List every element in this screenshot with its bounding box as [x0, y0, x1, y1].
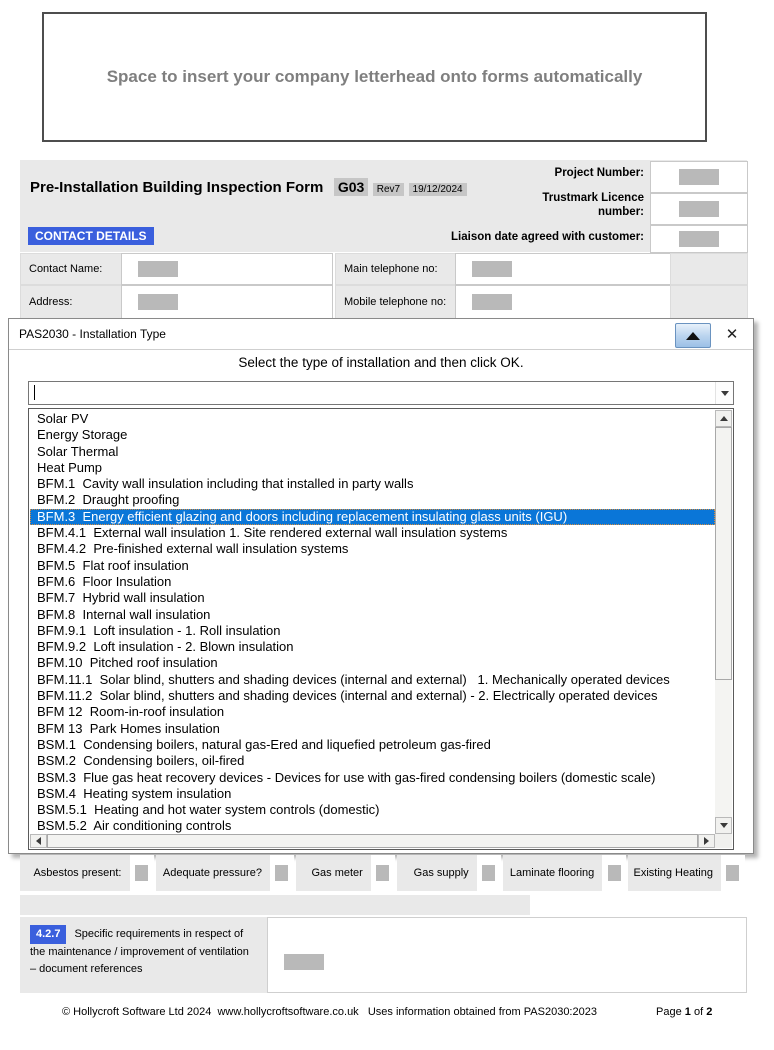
list-item[interactable]: BFM.11.1 Solar blind, shutters and shading devices (internal and external) 1. Mechanically operated devices	[37, 671, 670, 687]
down-arrow-icon	[720, 823, 728, 828]
footer-text: © Hollycroft Software Ltd 2024 www.hollycroftsoftware.co.uk Uses information obtained from PAS2030:2023	[62, 1006, 597, 1018]
checkbox[interactable]	[130, 855, 154, 891]
form-date-badge: 19/12/2024	[409, 183, 467, 196]
contact-details-header: CONTACT DETAILS	[28, 227, 154, 245]
list-item[interactable]: BFM.3 Energy efficient glazing and doors including replacement insulating glass units (IGU)	[30, 509, 715, 525]
contact-name-field[interactable]	[121, 253, 333, 285]
list-item[interactable]: BFM.8 Internal wall insulation	[37, 606, 211, 622]
checkbox-placeholder	[726, 865, 739, 881]
pas2030-dialog	[8, 318, 754, 854]
address-field[interactable]	[121, 285, 333, 319]
trustmark-label: Trustmark Licence number:	[542, 192, 644, 219]
check-label: Gas meter	[311, 867, 363, 879]
list-item[interactable]: BFM.4.1 External wall insulation 1. Site rendered external wall insulation systems	[37, 525, 508, 541]
list-item[interactable]: BSM.5.1 Heating and hot water system controls (domestic)	[37, 802, 380, 818]
checkbox-placeholder	[135, 865, 148, 881]
form-title: Pre-Installation Building Inspection Form	[30, 179, 324, 196]
check-group	[628, 855, 745, 891]
main-phone-label: Main telephone no:	[335, 253, 464, 285]
check-label: Asbestos present:	[33, 867, 122, 879]
close-button[interactable]	[719, 323, 745, 346]
checkbox-placeholder	[482, 865, 495, 881]
project-number-label: Project Number:	[554, 167, 644, 179]
list-item[interactable]: Energy Storage	[37, 427, 128, 443]
checkbox[interactable]	[371, 855, 395, 891]
liaison-label: Liaison date agreed with customer:	[451, 231, 644, 243]
horizontal-scroll-thumb[interactable]	[47, 834, 698, 848]
checkbox[interactable]	[270, 855, 294, 891]
field-placeholder	[138, 261, 178, 277]
list-item[interactable]: BFM.4.2 Pre-finished external wall insulation systems	[37, 541, 349, 557]
liaison-date-field[interactable]	[650, 225, 748, 253]
check-group	[503, 855, 627, 891]
scroll-up-button[interactable]	[715, 410, 732, 427]
field-placeholder	[679, 169, 719, 185]
list-item[interactable]: BFM.11.2 Solar blind, shutters and shading devices (internal and external) - 2. Electrically operated devices	[37, 688, 658, 704]
collapse-button[interactable]	[675, 323, 711, 348]
field-placeholder	[679, 231, 719, 247]
field-placeholder	[679, 201, 719, 217]
installation-list	[30, 410, 715, 834]
mobile-phone-field[interactable]	[455, 285, 671, 319]
up-arrow-icon	[720, 416, 728, 421]
check-label: Laminate flooring	[509, 867, 595, 879]
address-label: Address:	[20, 285, 130, 319]
field-placeholder	[472, 261, 512, 277]
field-placeholder	[138, 294, 178, 310]
checkbox-band	[20, 855, 747, 891]
list-item[interactable]: BFM.9.1 Loft insulation - 1. Roll insulation	[37, 622, 281, 638]
list-item[interactable]: BSM.2 Condensing boilers, oil-fired	[37, 753, 245, 769]
field-placeholder	[284, 954, 324, 970]
checkbox-placeholder	[275, 865, 288, 881]
vertical-scroll-thumb[interactable]	[715, 427, 732, 680]
list-item[interactable]: BFM.6 Floor Insulation	[37, 573, 172, 589]
section-number-badge: 4.2.7	[30, 925, 66, 944]
section-427-field[interactable]	[267, 917, 747, 993]
horizontal-scrollbar[interactable]	[30, 834, 715, 848]
scroll-left-button[interactable]	[30, 834, 47, 848]
check-group	[156, 855, 294, 891]
footer	[0, 1006, 774, 1022]
right-arrow-icon	[704, 837, 709, 845]
letterhead-text: Space to insert your company letterhead onto forms automatically	[106, 67, 643, 86]
list-item[interactable]: BFM.2 Draught proofing	[37, 492, 180, 508]
list-item[interactable]: BFM.5 Flat roof insulation	[37, 557, 189, 573]
scrollbar-corner	[715, 834, 732, 848]
checkbox-placeholder	[376, 865, 389, 881]
list-item[interactable]: BFM 13 Park Homes insulation	[37, 720, 220, 736]
list-item[interactable]: Solar PV	[37, 411, 89, 426]
check-group	[20, 855, 154, 891]
checkbox[interactable]	[721, 855, 745, 891]
list-item[interactable]: BSM.5.2 Air conditioning controls	[37, 818, 232, 834]
form-title-row	[30, 179, 467, 197]
page-indicator: Page 1 of 2	[656, 1006, 713, 1018]
section-427-label-cell	[20, 917, 267, 993]
dialog-title: PAS2030 - Installation Type	[19, 327, 166, 341]
field-placeholder	[472, 294, 512, 310]
check-label: Existing Heating	[633, 867, 713, 879]
project-number-field[interactable]	[650, 161, 748, 193]
left-arrow-icon	[36, 837, 41, 845]
main-phone-field[interactable]	[455, 253, 671, 285]
installation-combo-input[interactable]	[28, 381, 734, 405]
list-item[interactable]: BFM.7 Hybrid wall insulation	[37, 590, 205, 606]
list-item[interactable]: BSM.3 Flue gas heat recovery devices - Devices for use with gas-fired condensing boilers (domestic scale)	[37, 769, 656, 785]
list-item[interactable]: BFM.10 Pitched roof insulation	[37, 655, 218, 671]
dialog-instruction: Select the type of installation and then click OK.	[238, 355, 524, 370]
form-version-badge: G03	[334, 178, 368, 196]
list-item[interactable]: Solar Thermal	[37, 443, 119, 459]
filler-cell	[670, 285, 748, 319]
list-item[interactable]: BSM.4 Heating system insulation	[37, 785, 232, 801]
list-item[interactable]: BFM.1 Cavity wall insulation including that installed in party walls	[37, 476, 414, 492]
text-caret	[34, 385, 35, 400]
filler-cell	[670, 253, 748, 285]
check-group	[296, 855, 395, 891]
list-item[interactable]: BFM.9.2 Loft insulation - 2. Blown insulation	[37, 639, 294, 655]
checkbox-placeholder	[608, 865, 621, 881]
dialog-titlebar[interactable]	[9, 319, 753, 350]
check-group	[397, 855, 501, 891]
check-label: Gas supply	[413, 867, 469, 879]
check-label: Adequate pressure?	[162, 867, 262, 879]
scroll-down-button[interactable]	[715, 817, 732, 834]
mobile-phone-label: Mobile telephone no:	[335, 285, 464, 319]
checkbox[interactable]	[477, 855, 501, 891]
close-icon: ✕	[725, 325, 739, 343]
chevron-down-icon	[721, 391, 729, 396]
checkbox[interactable]	[602, 855, 626, 891]
contact-name-label: Contact Name:	[20, 253, 130, 285]
form-rev-badge: Rev7	[373, 183, 404, 196]
list-item[interactable]: BSM.1 Condensing boilers, natural gas-Ered and liquefied petroleum gas-fired	[37, 736, 491, 752]
list-item[interactable]: Heat Pump	[37, 459, 103, 475]
trustmark-field[interactable]	[650, 193, 748, 225]
gray-strip	[20, 895, 530, 915]
letterhead-box	[42, 12, 707, 142]
section-427-text: Specific requirements in respect of the maintenance / improvement of ventilation – document references	[30, 928, 249, 976]
up-arrow-icon	[686, 332, 700, 340]
installation-listbox	[28, 408, 734, 850]
vertical-scrollbar[interactable]	[715, 410, 732, 834]
list-item[interactable]: BFM 12 Room-in-roof insulation	[37, 704, 225, 720]
combo-dropdown-button[interactable]	[715, 382, 733, 404]
scroll-right-button[interactable]	[698, 834, 715, 848]
